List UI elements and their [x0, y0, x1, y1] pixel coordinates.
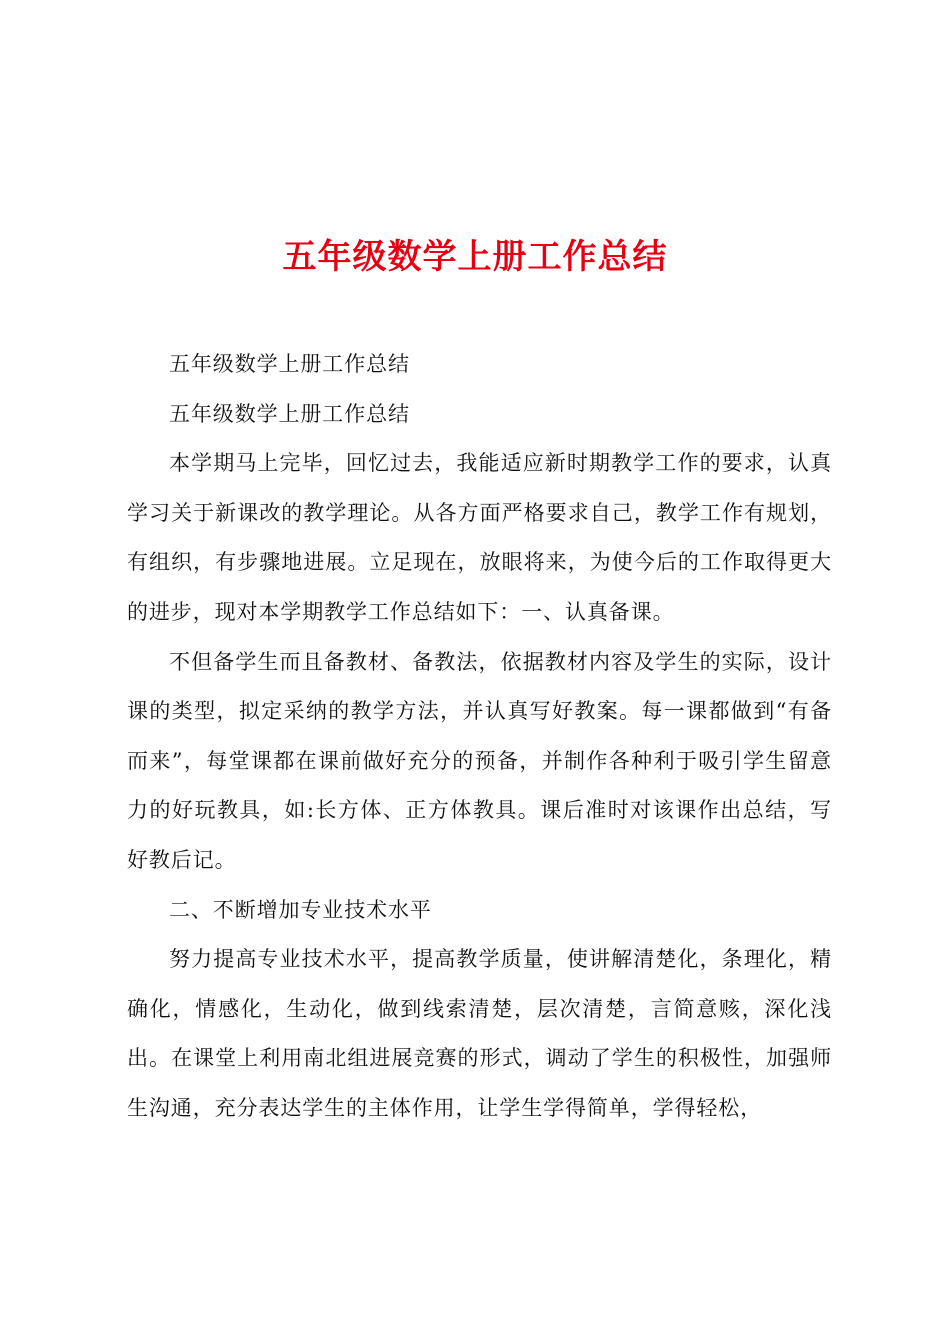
paragraph-skills: 努力提高专业技术水平，提高教学质量，使讲解清楚化，条理化，精确化，情感化，生动化，做到线索清楚，层次清楚，言简意赅，深化浅出。在课堂上利用南北组进展竞赛的形式，调动了学生的积极性，加强师生沟通，充分表达学生的主体作用，让学生学得简单，学得轻松，	[127, 947, 832, 1120]
page-title: 五年级数学上册工作总结	[282, 236, 668, 277]
paragraph-intro: 本学期马上完毕，回忆过去，我能适应新时期教学工作的要求，认真学习关于新课改的教学理论。从各方面严格要求自己，教学工作有规划，有组织，有步骤地进展。立足现在，放眼将来，为使今后的工作取得更大的进步，现对本学期教学工作总结如下：一、认真备课。	[127, 451, 832, 624]
paragraph-heading-1: 五年级数学上册工作总结	[169, 352, 410, 376]
paragraph-heading-2: 五年级数学上册工作总结	[169, 401, 410, 426]
section-heading-skills: 二、不断增加专业技术水平	[169, 897, 432, 922]
paragraph-lesson-prep: 不但备学生而且备教材、备教法，依据教材内容及学生的实际，设计课的类型，拟定采纳的教学方法，并认真写好教案。每一课都做到“有备而来”，每堂课都在课前做好充分的预备，并制作各种利于吸引学生留意力的好玩教具，如:长方体、正方体教具。课后准时对该课作出总结，写好教后记。	[127, 649, 832, 872]
document-body	[127, 340, 832, 1134]
